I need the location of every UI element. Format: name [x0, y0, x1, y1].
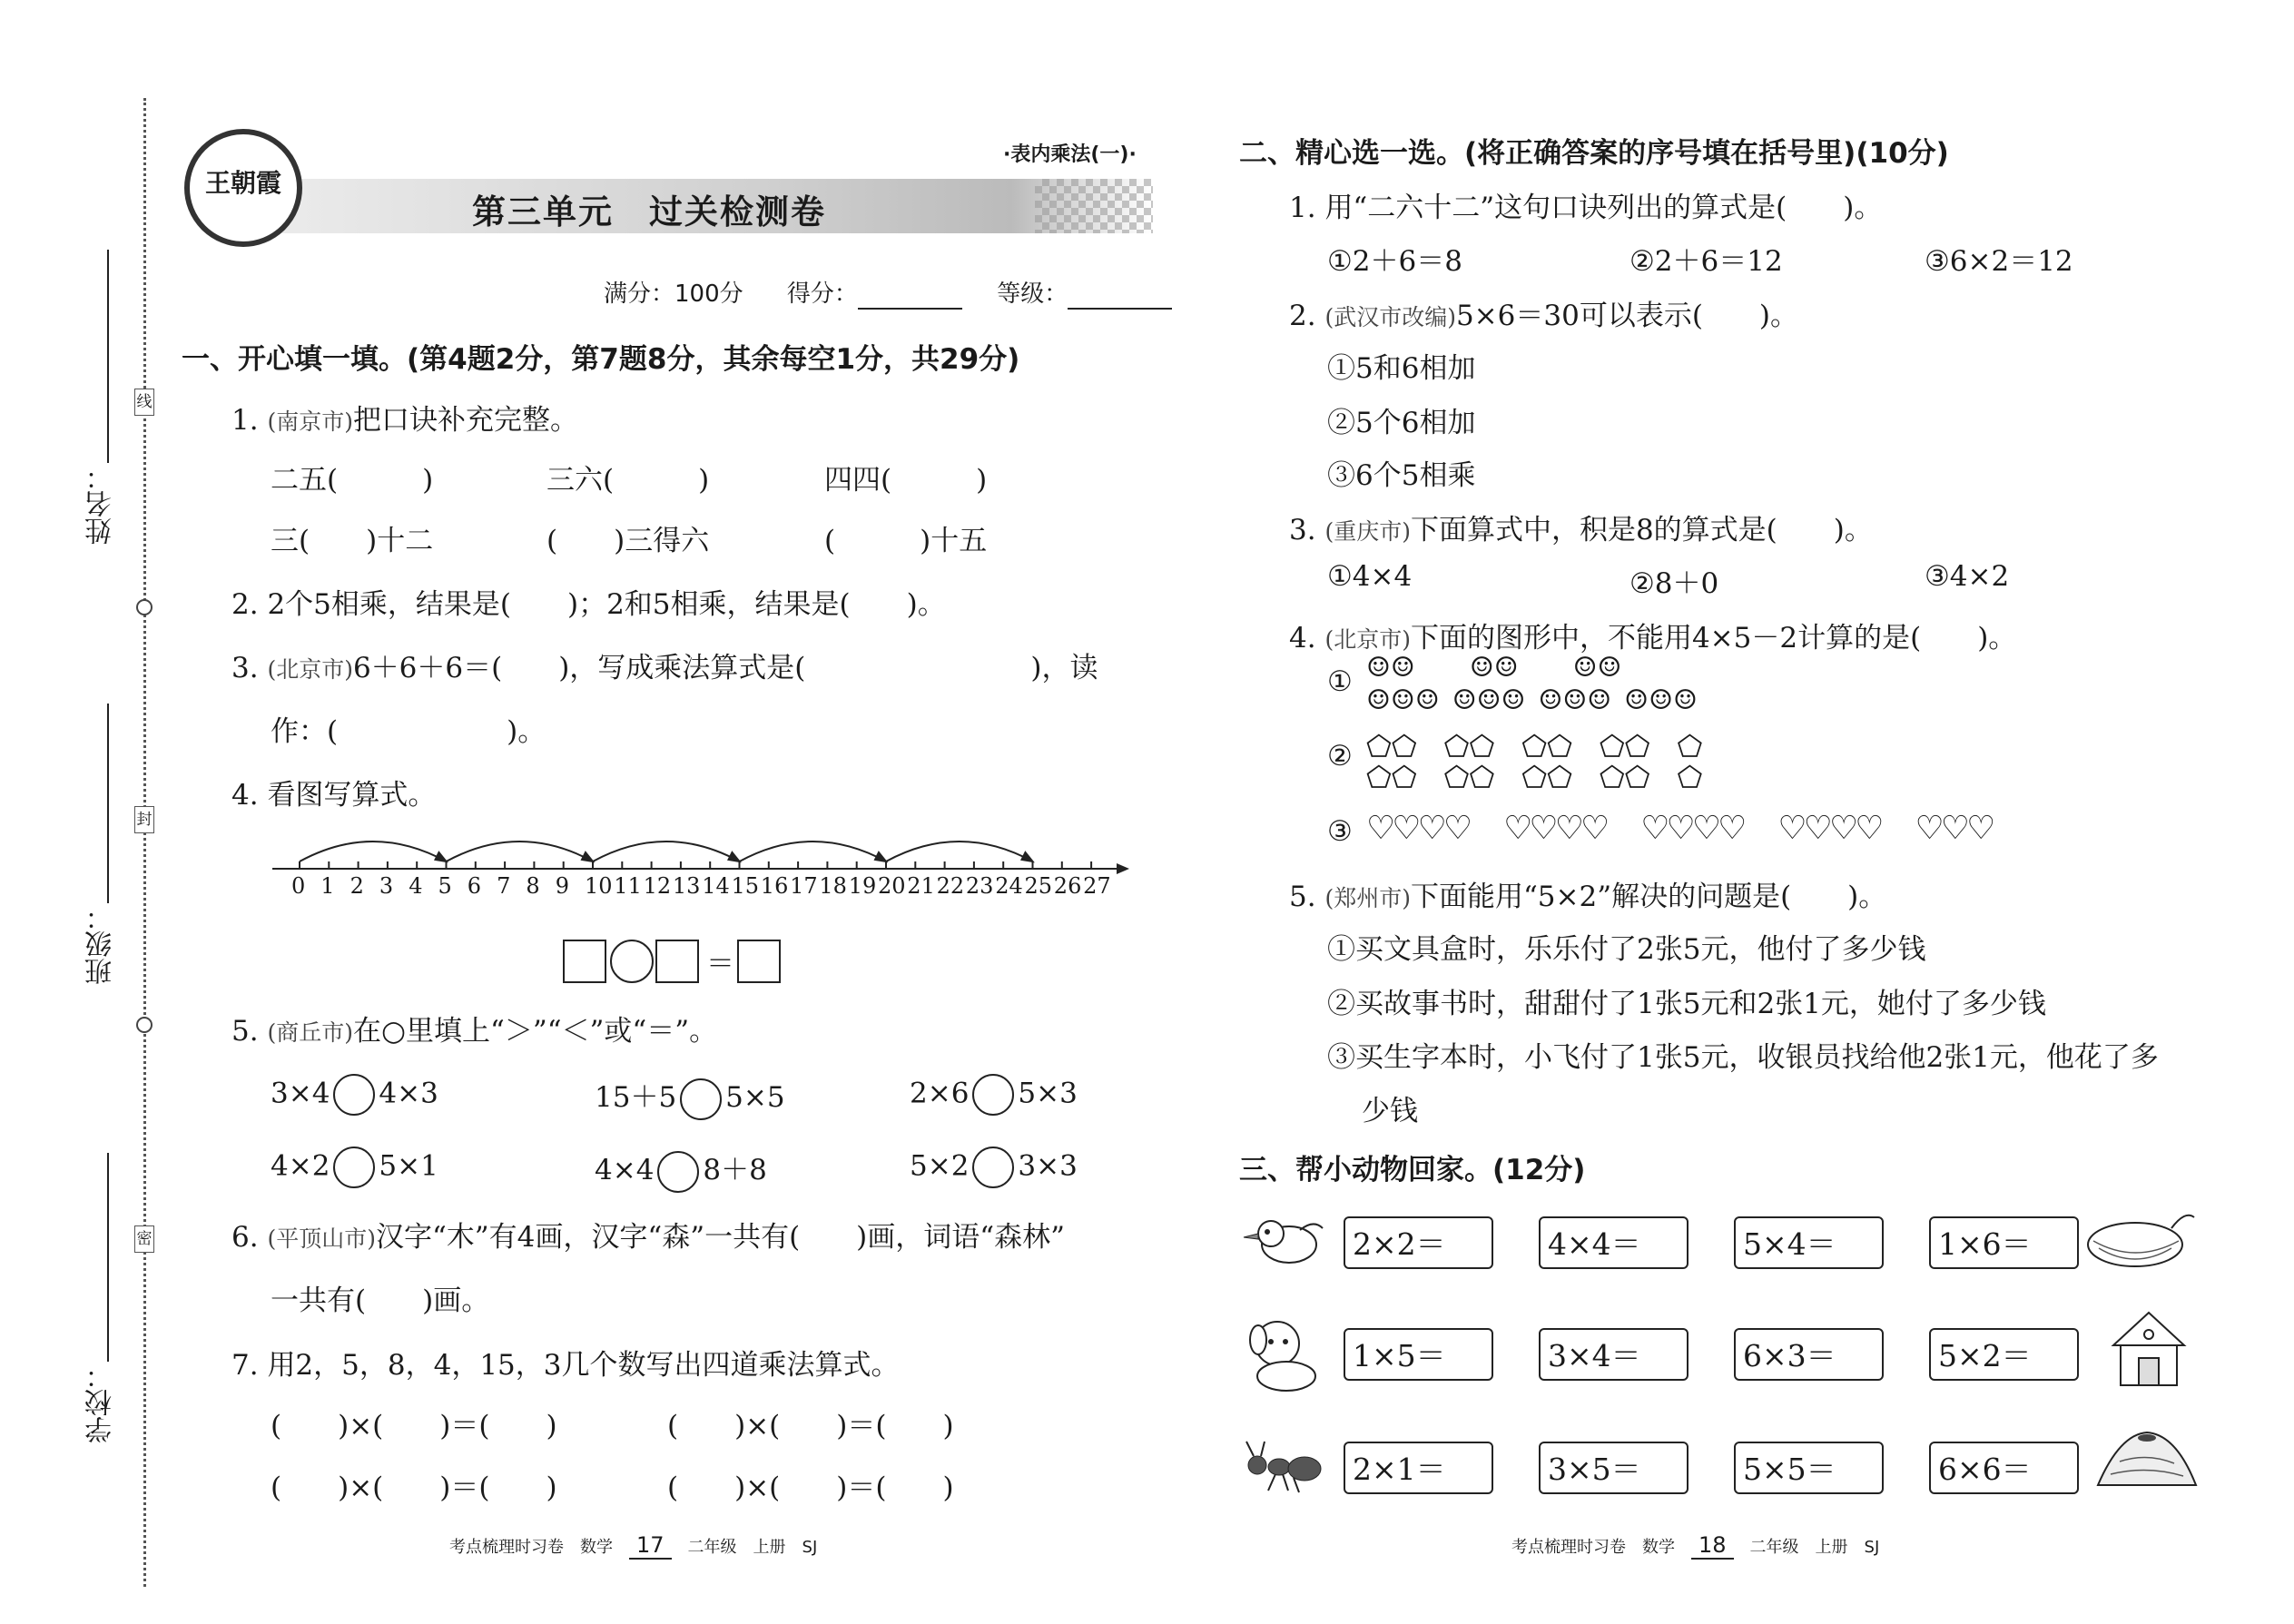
option[interactable]: ①4×4	[1327, 560, 1413, 593]
answer-box[interactable]: 2×1＝	[1344, 1442, 1493, 1494]
jump-arc	[886, 842, 1033, 861]
brand-logo: 王朝霞	[184, 129, 302, 247]
mult-blank[interactable]: ( )×( )＝( )	[271, 1410, 557, 1442]
footer-right: 考点梳理时习卷 数学 18 二年级 上册 SJ	[1511, 1532, 1880, 1558]
s2-q5[interactable]: 5. (郑州市)下面能用“5×2”解决的问题是( )。	[1289, 881, 1887, 913]
number-line-label: 25	[1024, 873, 1053, 899]
answer-box[interactable]: 3×4＝	[1539, 1328, 1689, 1381]
s2-q4[interactable]: 4. (北京市)下面的图形中，不能用4×5－2计算的是( )。	[1289, 622, 2017, 655]
number-line-label: 14	[702, 873, 730, 899]
number-line-label: 18	[819, 873, 847, 899]
dog-icon	[1236, 1316, 1327, 1393]
page-number: 17	[629, 1532, 672, 1560]
option[interactable]: ②买故事书时，甜甜付了1张5元和2张1元，她付了多少钱	[1327, 988, 2046, 1020]
compare-item[interactable]: 15＋5 5×5	[595, 1074, 785, 1120]
score-field[interactable]	[858, 281, 962, 310]
jump-arrowhead	[436, 852, 447, 861]
binding-knot	[136, 599, 153, 615]
eq-box-3[interactable]	[737, 940, 781, 983]
s1-q2[interactable]: 2. 2个5相乘，结果是( )；2和5相乘，结果是( )。	[231, 588, 946, 621]
score-row	[604, 275, 1172, 310]
pentagon-groups: ⬠⬠ ⬠⬠ ⬠⬠ ⬠⬠ ⬠ ⬠⬠ ⬠⬠ ⬠⬠ ⬠⬠ ⬠	[1366, 729, 1703, 794]
jump-arc	[593, 842, 740, 861]
s1-q7: 7. 用2，5，8，4，15，3几个数写出四道乘法算式。	[231, 1349, 900, 1382]
compare-item[interactable]: 4×2 5×1	[271, 1147, 438, 1188]
smiley-groups: ☺☺ ☺☺ ☺☺ ☺☺☺ ☺☺☺ ☺☺☺ ☺☺☺	[1366, 652, 1698, 716]
number-line-label: 10	[585, 873, 613, 899]
class-label: 班级：	[85, 903, 117, 985]
nest-icon	[2081, 1201, 2199, 1274]
school-label: 学校：	[85, 1362, 117, 1443]
number-line-label: 23	[965, 873, 994, 899]
number-line-label: 8	[526, 873, 540, 899]
section1-title: 一、开心填一填。(第4题2分，第7题8分，其余每空1分，共29分)	[182, 343, 1020, 376]
smiley-icon: ☺	[1366, 652, 1391, 684]
number-line-label: 12	[643, 873, 672, 899]
eq-circle[interactable]	[610, 940, 654, 983]
cut-mark-2: 封	[134, 806, 154, 833]
mult-blank[interactable]: ( )×( )＝( )	[667, 1471, 954, 1504]
binding-line	[143, 98, 146, 1587]
jump-arc	[740, 842, 887, 861]
heart-groups: ♡♡♡♡ ♡♡♡♡ ♡♡♡♡ ♡♡♡♡ ♡♡♡	[1366, 810, 1993, 847]
number-line-label: 21	[907, 873, 935, 899]
answer-box[interactable]: 4×4＝	[1539, 1216, 1689, 1269]
number-line-label: 0	[291, 873, 306, 899]
jump-arrowhead	[729, 852, 740, 861]
compare-item[interactable]: 4×4 8＋8	[595, 1147, 767, 1193]
option[interactable]: ③买生字本时，小飞付了1张5元，收银员找给他2张1元，他花了多	[1327, 1041, 2159, 1074]
number-line-label: 9	[555, 873, 569, 899]
name-label: 姓名：	[85, 463, 117, 545]
s1-q1-b[interactable]: 三六( )	[546, 464, 710, 497]
option-cont: 少钱	[1362, 1095, 1418, 1127]
anthill-icon	[2092, 1425, 2201, 1493]
number-line-label: 7	[497, 873, 511, 899]
binding-knot	[136, 1017, 153, 1033]
number-line-label: 5	[438, 873, 452, 899]
eq-box-2[interactable]	[655, 940, 699, 983]
option[interactable]: ③6个5相乘	[1327, 459, 1476, 492]
option[interactable]: ③4×2	[1925, 560, 2010, 593]
heart-icon: ♡	[1366, 810, 1393, 847]
option[interactable]: ①2＋6＝8	[1327, 245, 1462, 278]
number-line-label: 15	[731, 873, 760, 899]
ant-icon	[1239, 1434, 1330, 1498]
page-title: 第三单元 过关检测卷	[472, 192, 826, 231]
footer-left: 考点梳理时习卷 数学 17 二年级 上册 SJ	[449, 1532, 818, 1558]
grade-field[interactable]	[1068, 281, 1172, 310]
option[interactable]: ②2＋6＝12	[1629, 245, 1783, 278]
eq-sign: ＝	[706, 948, 734, 980]
answer-box[interactable]: 1×5＝	[1344, 1328, 1493, 1381]
answer-box[interactable]: 5×4＝	[1734, 1216, 1884, 1269]
jump-arc	[447, 842, 594, 861]
grade-label: 等级：	[997, 281, 1068, 308]
compare-item[interactable]: 3×4 4×3	[271, 1074, 438, 1116]
option[interactable]: ①买文具盒时，乐乐付了2张5元，他付了多少钱	[1327, 933, 1926, 966]
s2-q2[interactable]: 2. (武汉市改编)5×6＝30可以表示( )。	[1289, 300, 1799, 332]
school-line[interactable]	[107, 1153, 109, 1362]
s1-q1-f[interactable]: ( )十五	[824, 525, 988, 557]
option[interactable]: ②8＋0	[1629, 567, 1719, 600]
s1-q4: 4. 看图写算式。	[231, 779, 437, 812]
number-line-label: 1	[320, 873, 335, 899]
cut-mark-1: 线	[134, 389, 154, 416]
compare-item[interactable]: 2×6 5×3	[910, 1074, 1078, 1116]
s1-q5: 5. (商丘市)在○里填上“＞”“＜”或“＝”。	[231, 1015, 718, 1048]
cut-mark-3: 密	[134, 1225, 154, 1253]
number-line-label: 17	[790, 873, 818, 899]
page-number: 18	[1691, 1532, 1734, 1560]
s1-q1-a[interactable]: 二五( )	[271, 464, 434, 497]
name-line[interactable]	[107, 250, 109, 463]
number-line-label: 6	[467, 873, 482, 899]
jump-arrowhead	[1022, 852, 1033, 861]
s1-q1-e[interactable]: ( )三得六	[546, 525, 710, 557]
option[interactable]: ②	[1327, 740, 1353, 773]
number-line-label: 19	[848, 873, 877, 899]
number-line-label: 26	[1053, 873, 1082, 899]
class-line[interactable]	[107, 704, 109, 903]
option[interactable]: ③6×2＝12	[1925, 245, 2073, 278]
number-line-label: 22	[936, 873, 965, 899]
checker-decoration	[1035, 179, 1153, 233]
answer-box[interactable]: 6×6＝	[1929, 1442, 2079, 1494]
number-line-label: 20	[878, 873, 906, 899]
number-line-label: 11	[614, 873, 642, 899]
s2-q3[interactable]: 3. (重庆市)下面算式中，积是8的算式是( )。	[1289, 514, 1873, 546]
s1-q3-line2[interactable]: 作：( )。	[271, 715, 546, 748]
section2-title: 二、精心选一选。(将正确答案的序号填在括号里)(10分)	[1239, 137, 1949, 170]
section3-title: 三、帮小动物回家。(12分)	[1239, 1154, 1586, 1186]
answer-box[interactable]: 6×3＝	[1734, 1328, 1884, 1381]
full-score: 满分：100分	[604, 281, 743, 308]
option[interactable]: ①	[1327, 665, 1353, 698]
jump-arrowhead	[875, 852, 886, 861]
unit-subtitle: ·表内乘法(一)·	[1003, 143, 1137, 166]
s1-q1-d[interactable]: 三( )十二	[271, 525, 434, 557]
score-label: 得分：	[786, 281, 858, 308]
number-line-label: 2	[350, 873, 364, 899]
s1-q1: 1. (南京市)把口诀补充完整。	[231, 404, 578, 437]
number-line-label: 16	[760, 873, 789, 899]
s2-q1[interactable]: 1. 用“二六十二”这句口诀列出的算式是( )。	[1289, 192, 1883, 224]
mult-blank[interactable]: ( )×( )＝( )	[271, 1471, 557, 1504]
compare-item[interactable]: 5×2 3×3	[910, 1147, 1078, 1188]
jump-arc	[300, 842, 447, 861]
s1-q6[interactable]: 6. (平顶山市)汉字“木”有4画，汉字“森”一共有( )画，词语“森林”	[231, 1221, 1065, 1254]
number-line-label: 13	[672, 873, 701, 899]
number-line-label: 24	[995, 873, 1023, 899]
bird-icon	[1236, 1210, 1327, 1274]
answer-box[interactable]: 5×5＝	[1734, 1442, 1884, 1494]
answer-box[interactable]: 5×2＝	[1929, 1328, 2079, 1381]
option[interactable]: ①5和6相加	[1327, 352, 1476, 385]
s1-q3[interactable]: 3. (北京市)6＋6＋6＝( )，写成乘法算式是( )，读	[231, 652, 1098, 684]
number-line-label: 27	[1083, 873, 1111, 899]
mult-blank[interactable]: ( )×( )＝( )	[667, 1410, 954, 1442]
s1-q1-c[interactable]: 四四( )	[824, 464, 988, 497]
number-line-label: 3	[379, 873, 394, 899]
pentagon-icon: ⬠	[1366, 729, 1392, 763]
answer-box[interactable]: 2×2＝	[1344, 1216, 1493, 1269]
s1-q6-line2[interactable]: 一共有( )画。	[271, 1284, 490, 1317]
option[interactable]: ③	[1327, 815, 1353, 848]
option[interactable]: ②5个6相加	[1327, 407, 1476, 439]
doghouse-icon	[2108, 1307, 2190, 1389]
answer-box[interactable]: 3×5＝	[1539, 1442, 1689, 1494]
number-line-label: 4	[409, 873, 423, 899]
jump-arrowhead	[582, 852, 593, 861]
eq-box-1[interactable]	[563, 940, 606, 983]
answer-box[interactable]: 1×6＝	[1929, 1216, 2079, 1269]
